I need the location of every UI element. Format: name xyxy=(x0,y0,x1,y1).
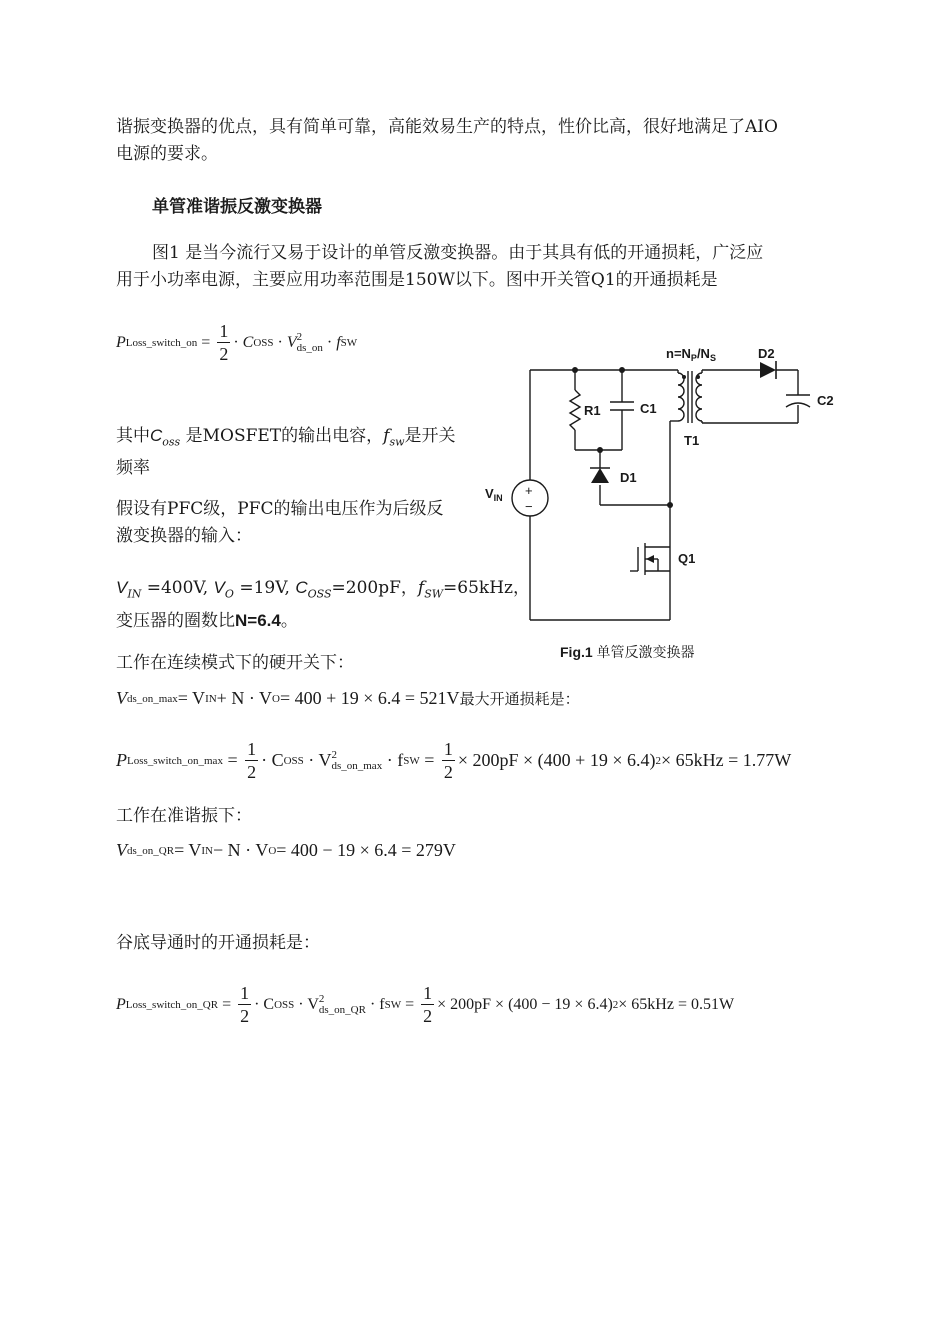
equation-vds-on-max xyxy=(116,688,580,709)
eq3-v: · V xyxy=(308,750,332,770)
param-vo-sub: O xyxy=(224,587,234,601)
eq5-tail2: × 65kHz = 0.51W xyxy=(618,995,735,1013)
eq1-f-sub: SW xyxy=(340,336,358,349)
paragraph-3 xyxy=(116,496,443,550)
eq3-frac2-den: 2 xyxy=(443,762,453,782)
eq2-lhs: V xyxy=(116,688,127,708)
eq5-frac2-den: 2 xyxy=(423,1006,433,1026)
param-vin: V xyxy=(116,578,128,597)
paragraph-3-line-2: 激变换器的输入： xyxy=(116,526,252,546)
p2-coss: C xyxy=(150,426,163,445)
eq5-frac-den: 2 xyxy=(240,1006,250,1026)
equation-loss-on-qr: P Loss_switch_on_QR = $\frac{1}{2}$ · C OSS · V 2 ds_on_QR · f SW = $\frac{1}{2}$ × 200pF × (400 − 19 × 6.4) 2 × 65kHz = 0.51W xyxy=(116,983,735,1026)
parameters-line-2 xyxy=(116,607,530,635)
eq3-lhs: P xyxy=(116,750,127,770)
param-fsw-val: =65kHz， xyxy=(443,578,530,598)
caption-fig-number: Fig.1 xyxy=(560,644,593,660)
eq1-f: f xyxy=(336,333,341,351)
eq1-frac-den: 2 xyxy=(219,344,229,364)
eq1-frac-num: 1 xyxy=(219,321,229,341)
paragraph-3-line-1: 假设有PFC级，PFC的输出电压作为后级反 xyxy=(116,499,444,519)
param-coss: C xyxy=(295,578,308,597)
param-ratio-post: 。 xyxy=(280,611,298,632)
paragraph-1-line-2: 用于小功率电源，主要应用功率范围是150W以下。图中开关管Q1的开通损耗是 xyxy=(116,270,718,290)
vin-plus-icon: + xyxy=(525,483,533,498)
label-r1: R1 xyxy=(584,403,601,418)
eq1-v: V xyxy=(286,333,297,351)
eq4-rhs-sub: IN xyxy=(201,844,213,857)
eq5-frac-num: 1 xyxy=(240,983,250,1003)
param-ratio-n: N=6.4 xyxy=(235,611,281,631)
eq3-mid: · C xyxy=(261,750,284,770)
parameters-line-1 xyxy=(116,574,530,607)
param-ratio-pre: 变压器的圈数比 xyxy=(116,611,235,632)
eq2-rhs: = V xyxy=(177,688,206,708)
eq3-frac-den: 2 xyxy=(247,762,257,782)
eq5-f: · f xyxy=(369,995,385,1013)
eq2-tail: 最大开通损耗是： xyxy=(459,690,580,708)
flyback-circuit-diagram xyxy=(480,335,840,635)
p2-post: 是开关 xyxy=(404,426,456,446)
eq5-v-sup: 2 xyxy=(318,992,325,1005)
label-d2: D2 xyxy=(758,346,775,361)
intro-line-1: 谐振变换器的优点，具有简单可靠，高能效易生产的特点，性价比高，很好地满足了AIO xyxy=(116,117,778,137)
vin-minus-icon: − xyxy=(525,499,533,514)
eq1-lhs: P xyxy=(116,333,126,351)
eq5-lhs-sub: Loss_switch_on_QR xyxy=(125,998,219,1011)
junction-dots xyxy=(572,367,700,508)
eq3-v-sup: 2 xyxy=(331,748,337,761)
diode-d2-icon xyxy=(760,362,776,378)
label-d1: D1 xyxy=(620,470,637,485)
eq3-fraction-1 xyxy=(245,740,258,781)
label-t1: T1 xyxy=(684,433,700,448)
eq5-tail: × 200pF × (400 − 19 × 6.4) xyxy=(437,995,613,1013)
eq5-v: · V xyxy=(298,995,319,1013)
eq4-rhs3: = 400 − 19 × 6.4 = 279V xyxy=(276,840,456,860)
paragraph-2-line-2: 频率 xyxy=(116,458,150,479)
eq3-mid-sub: OSS xyxy=(283,754,304,767)
eq3-f-sub: SW xyxy=(403,754,420,767)
eq5-f-sub: SW xyxy=(384,998,402,1011)
paragraph-2-line-1 xyxy=(116,422,456,455)
param-fsw: f xyxy=(417,578,425,598)
eq5-lhs: P xyxy=(116,995,126,1013)
label-vin: $V_{IN}$ xyxy=(485,486,503,503)
eq1-v-sup: 2 xyxy=(296,330,303,343)
eq3-tail-sup: 2 xyxy=(655,754,661,767)
equation-loss-switch-on: P Loss_switch_on = $\frac{1}{2}$ · C OSS · V 2 ds_on · f SW xyxy=(116,321,358,364)
paragraph-1-line-1: 图1 是当今流行又易于设计的单管反激变换器。由于其具有低的开通损耗，广泛应 xyxy=(152,243,764,263)
eq5-mid: · C xyxy=(254,995,275,1013)
eq2-rhs-sub: IN xyxy=(205,692,217,705)
eq2-rhs2-sub: O xyxy=(272,692,280,705)
param-fsw-sub: SW xyxy=(424,587,444,601)
eq3-tail2: × 65kHz = 1.77W xyxy=(660,750,792,770)
eq5-fraction-2 xyxy=(421,984,434,1025)
parameters xyxy=(116,574,530,635)
p2-coss-sub: oss xyxy=(162,435,181,449)
eq3-frac2-num: 1 xyxy=(443,739,453,759)
eq5-tail-sup: 2 xyxy=(612,998,619,1011)
eq4-rhs2-sub: O xyxy=(268,844,277,857)
eq3-frac-num: 1 xyxy=(247,739,257,759)
eq3-tail: × 200pF × (400 + 19 × 6.4) xyxy=(457,750,656,770)
eq3-v-sub: ds_on_max xyxy=(331,759,383,772)
eq3-f: · f xyxy=(386,750,404,770)
param-vin-sub: IN xyxy=(127,587,142,601)
figure-caption xyxy=(560,642,695,662)
param-vo-val: =19V, xyxy=(233,578,296,598)
label-c1: C1 xyxy=(640,401,657,416)
param-coss-sub: OSS xyxy=(307,587,332,601)
diode-d1-icon xyxy=(591,468,609,483)
eq2-rhs2: + N · V xyxy=(216,688,272,708)
eq1-lhs-sub: Loss_switch_on xyxy=(125,336,198,349)
paragraph-1 xyxy=(116,240,763,294)
eq1-fraction xyxy=(217,322,230,363)
eq5-frac2-num: 1 xyxy=(423,983,433,1003)
p2-fsw-sub: sw xyxy=(389,435,405,449)
eq5-v-sub: ds_on_QR xyxy=(318,1003,366,1016)
turns-ratio-label: $n=N_P/N_S$ xyxy=(666,346,716,363)
param-coss-val: =200pF， xyxy=(331,578,418,598)
eq4-rhs2: − N · V xyxy=(213,840,269,860)
paragraph-2 xyxy=(116,422,456,482)
p2-mid: 是MOSFET的输出电容， xyxy=(180,426,384,446)
eq3-fraction-2 xyxy=(442,740,455,781)
eq4-lhs-sub: ds_on_QR xyxy=(127,844,175,857)
valley-label: 谷底导通时的开通损耗是： xyxy=(116,933,320,953)
equation-vds-on-qr xyxy=(116,840,456,861)
eq1-v-sub: ds_on xyxy=(296,341,323,354)
ccm-label: 工作在连续模式下的硬开关下： xyxy=(116,653,354,673)
caption-text: 单管反激变换器 xyxy=(592,644,695,660)
equation-loss-on-max: P Loss_switch_on_max = $\frac{1}{2}$ · C OSS · V 2 ds_on_max · f SW = $\frac{1}{2}$ × 200pF × (400 + 19 × 6.4) 2 × 65kHz = 1.77W xyxy=(116,739,792,782)
eq5-mid-sub: OSS xyxy=(274,998,295,1011)
p2-fsw: f xyxy=(383,426,390,446)
eq1-c: C xyxy=(242,333,254,351)
param-vin-val: =400V, xyxy=(141,578,214,598)
eq4-lhs: V xyxy=(116,840,127,860)
eq2-rhs3: = 400 + 19 × 6.4 = 521V xyxy=(279,688,460,708)
intro-line-2: 电源的要求。 xyxy=(116,144,218,164)
eq3-lhs-sub: Loss_switch_on_max xyxy=(127,754,223,767)
eq4-rhs: = V xyxy=(174,840,202,860)
eq2-lhs-sub: ds_on_max xyxy=(127,692,178,705)
eq1-c-sub: OSS xyxy=(253,336,274,349)
label-q1: Q1 xyxy=(678,551,696,566)
param-vo: V xyxy=(213,578,225,597)
mosfet-q1-icon xyxy=(646,555,654,563)
label-c2: C2 xyxy=(817,393,834,408)
qr-label: 工作在准谐振下： xyxy=(116,806,252,826)
eq5-fraction-1 xyxy=(238,984,251,1025)
p2-pre: 其中 xyxy=(116,426,150,446)
section-title: 单管准谐振反激变换器 xyxy=(152,197,322,217)
intro-paragraph xyxy=(116,114,778,168)
